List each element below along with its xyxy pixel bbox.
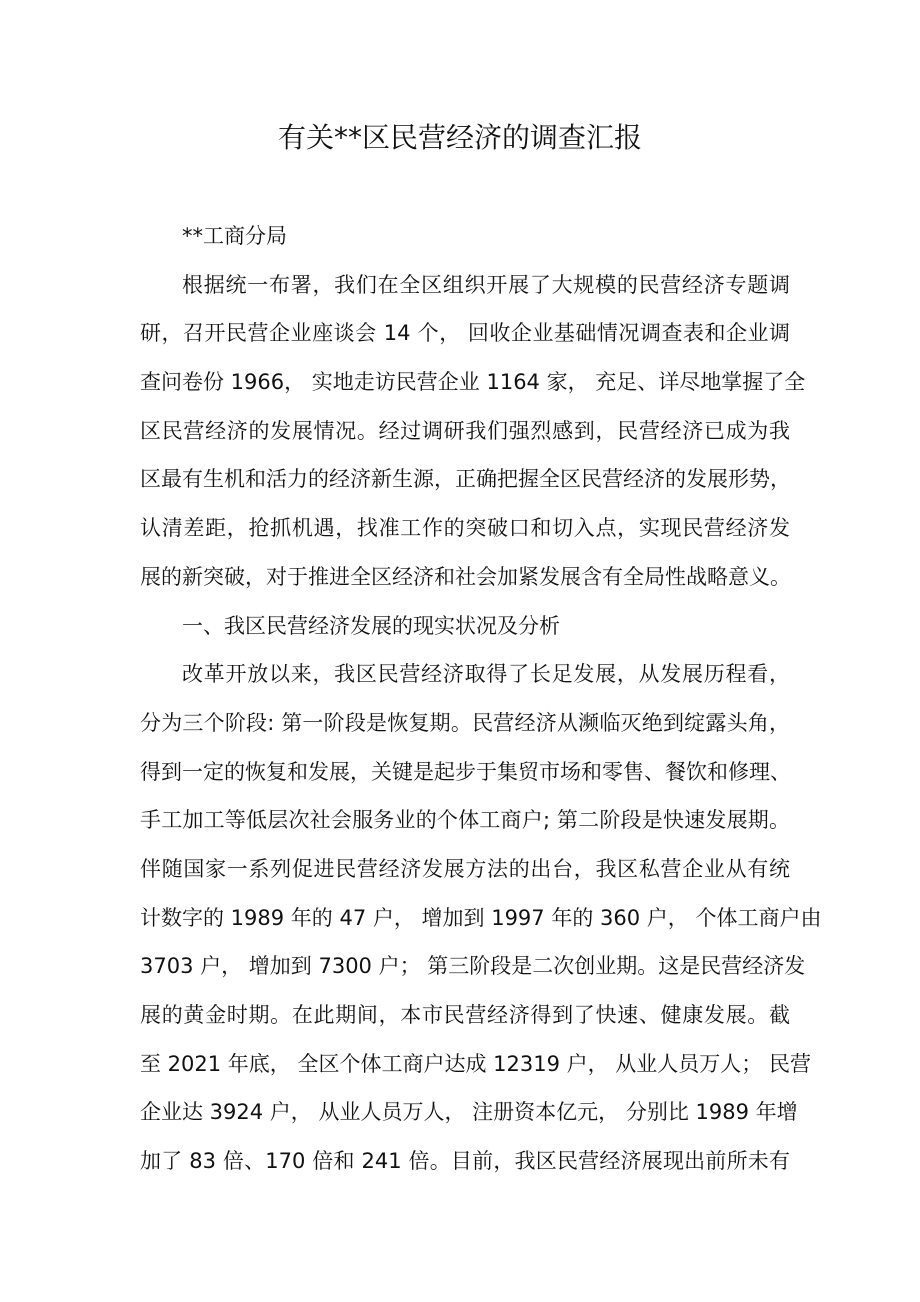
paragraph-line: 研，召开民营企业座谈会 14 个， 回收企业基础情况调查表和企业调	[140, 321, 790, 346]
paragraph-line: 加了 83 倍、170 倍和 241 倍。目前，我区民营经济展现出前所未有	[140, 1149, 790, 1174]
paragraph-line: 至 2021 年底， 全区个体工商户达成 12319 户， 从业人员万人； 民营	[140, 1051, 811, 1076]
section-heading: 一、我区民营经济发展的现实状况及分析	[182, 613, 560, 638]
paragraph-line: 伴随国家一系列促进民营经济发展方法的出台，我区私营企业从有统	[140, 856, 790, 881]
paragraph-line: 分为三个阶段: 第一阶段是恢复期。民营经济从濒临灭绝到绽露头角，	[140, 710, 790, 735]
paragraph-line: 手工加工等低层次社会服务业的个体工商户; 第二阶段是快速发展期。	[140, 808, 790, 833]
paragraph-line: 展的新突破，对于推进全区经济和社会加紧发展含有全局性战略意义。	[140, 564, 791, 589]
paragraph-line: 认清差距，抢抓机遇，找准工作的突破口和切入点，实现民营经济发	[140, 516, 790, 541]
document-title: 有关**区民营经济的调查汇报	[277, 121, 642, 154]
author-line: **工商分局	[182, 224, 287, 248]
paragraph-line: 得到一定的恢复和发展，关键是起步于集贸市场和零售、餐饮和修理、	[140, 759, 791, 784]
paragraph-line: 改革开放以来，我区民营经济取得了长足发展，从发展历程看，	[182, 662, 790, 687]
paragraph-line: 展的黄金时期。在此期间，本市民营经济得到了快速、健康发展。截	[140, 1003, 790, 1027]
paragraph-line: 根据统一布署，我们在全区组织开展了大规模的民营经济专题调	[182, 272, 790, 297]
paragraph-line: 计数字的 1989 年的 47 户， 增加到 1997 年的 360 户， 个体工商户由	[140, 905, 822, 930]
paragraph-line: 区民营经济的发展情况。经过调研我们强烈感到，民营经济已成为我	[140, 418, 790, 443]
paragraph-line: 企业达 3924 户， 从业人员万人， 注册资本亿元， 分别比 1989 年增	[140, 1100, 798, 1125]
document-body	[140, 212, 822, 1186]
paragraph-line: 查问卷份 1966， 实地走访民营企业 1164 家， 充足、详尽地掌握了全	[140, 370, 806, 395]
paragraph-line: 3703 户， 增加到 7300 户； 第三阶段是二次创业期。这是民营经济发	[140, 954, 806, 979]
paragraph-line: 区最有生机和活力的经济新生源，正确把握全区民营经济的发展形势，	[140, 467, 791, 492]
